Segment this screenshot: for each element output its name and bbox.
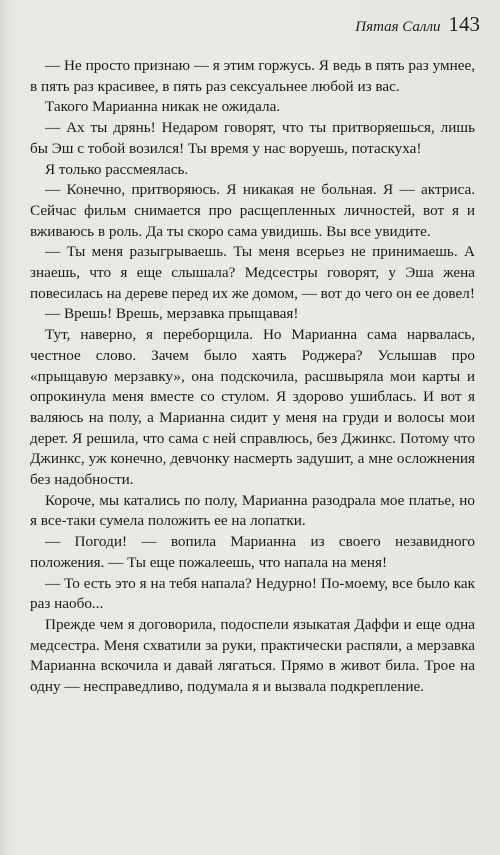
paragraph: — Ты меня разыгрываешь. Ты меня всерьез не принимаешь. А знаешь, что я еще слышала? Медсестры говорят, у Эша жена повесилась на дереве перед их же домом, — вот до чего он ее довел! xyxy=(30,243,475,302)
paragraph: Короче, мы катались по полу, Марианна разодрала мое платье, но я все-таки сумела положить ее на лопатки. xyxy=(30,491,475,530)
paragraph: Я только рассмеялась. xyxy=(45,160,189,178)
page-header xyxy=(355,12,480,37)
paragraph: — То есть это я на тебя напала? Недурно! По-моему, все было как раз наобо... xyxy=(30,574,475,613)
paragraph: — Не просто признаю — я этим горжусь. Я ведь в пять раз умнее, в пять раз красивее, в пять раз сексуальнее любой из вас. xyxy=(30,57,475,95)
paragraph: — Ах ты дрянь! Недаром говорят, что ты притворяешься, лишь бы Эш с тобой возился! Ты время у нас воруешь, потаскуха! xyxy=(30,119,475,157)
paragraph: — Конечно, притворяюсь. Я никакая не больная. Я — актриса. Сейчас фильм снимается про расщепленных личностей, вот я и вживаюсь в роль. Да ты скоро сама увидишь. Вы все увидите. xyxy=(30,181,475,240)
page-number: 143 xyxy=(448,12,480,36)
paragraph: Тут, наверно, я переборщила. Но Марианна сама нарвалась, честное слово. Зачем было хаять Роджера? Услышав про «прыщавую мерзавку», она подскочила, расшвыряла мои карты и опрокинула меня вместе со стулом. Я здорово ушиблась. И вот я валяюсь на полу, а Марианна сидит у меня на груди и волосы мои дерет. Я решила, что сама с ней справлюсь, без Джинкс. Потому что Джинкс, уж конечно, девчонку насмерть задушит, а мне осложнения без надобности. xyxy=(30,326,475,489)
paragraph: Такого Марианна никак не ожидала. xyxy=(45,98,281,116)
paragraph: Прежде чем я договорила, подоспели языкатая Даффи и еще одна медсестра. Меня схватили за руки, практически распяли, а мерзавка Марианна вскочила и давай лягаться. Прямо в живот била. Трое на одну — несправедливо, подумала я и вызвала подкрепление. xyxy=(30,615,475,696)
paragraph: — Погоди! — вопила Марианна из своего незавидного положения. — Ты еще пожалеешь, что напала на меня! xyxy=(30,533,475,571)
paragraph: — Врешь! Врешь, мерзавка прыщавая! xyxy=(45,305,299,323)
running-title: Пятая Салли xyxy=(355,19,441,35)
body-text xyxy=(30,56,475,698)
